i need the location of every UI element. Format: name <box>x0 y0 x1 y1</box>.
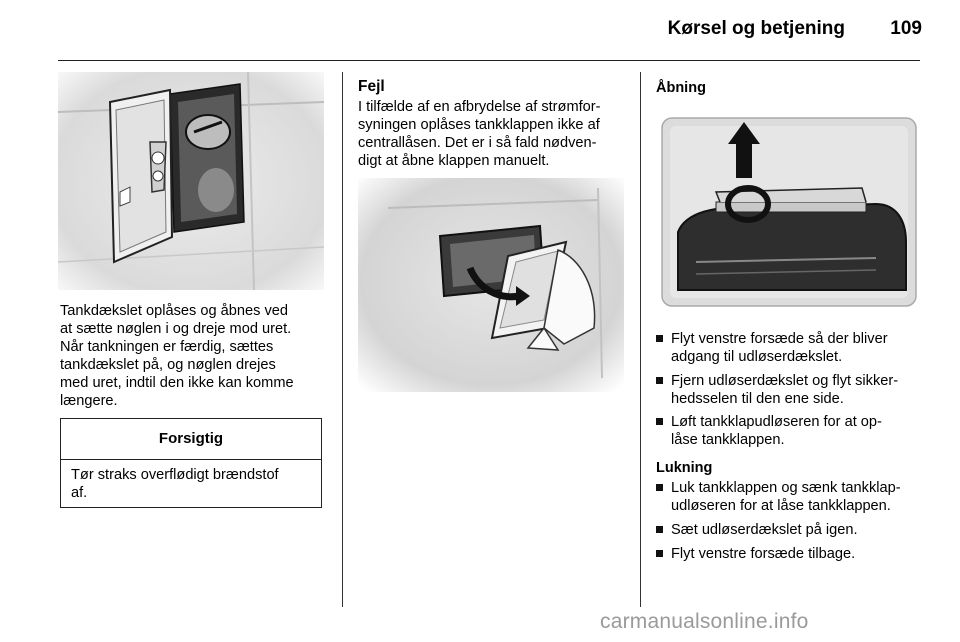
subheading-opening: Åbning <box>656 80 706 96</box>
paragraph-line: tankdækslet på, og nøglen drejes <box>60 357 276 373</box>
paragraph-line: syningen oplåses tankklappen ikke af <box>358 117 600 133</box>
list-item <box>656 545 926 565</box>
release-lever-illustration <box>656 112 922 312</box>
bullet-marker <box>656 377 663 384</box>
paragraph-line: Tankdækslet oplåses og åbnes ved <box>60 303 288 319</box>
list-item-line: adgang til udløserdækslet. <box>671 349 843 365</box>
running-header-title: Kørsel og betjening <box>667 18 845 39</box>
list-item-line: udløseren for at låse tankklappen. <box>671 498 891 514</box>
bullet-marker <box>656 484 663 491</box>
column-divider-right <box>640 72 641 607</box>
subheading-closing: Lukning <box>656 460 713 476</box>
manual-flap-opening-illustration <box>358 178 624 392</box>
list-item-line: Flyt venstre forsæde tilbage. <box>671 546 856 562</box>
section-title-fault: Fejl <box>358 78 385 95</box>
caution-text <box>71 466 313 502</box>
bullet-marker <box>656 418 663 425</box>
bullet-marker <box>656 526 663 533</box>
bullet-marker <box>656 550 663 557</box>
paragraph-line: at sætte nøglen i og dreje mod uret. <box>60 321 292 337</box>
bullet-marker <box>656 335 663 342</box>
list-item-line: låse tankklappen. <box>671 432 785 448</box>
caution-line: Tør straks overflødigt brændstof <box>71 467 279 483</box>
list-item-line: hedsselen til den ene side. <box>671 391 844 407</box>
fuel-door-illustration <box>58 72 324 290</box>
column-divider-left <box>342 72 343 607</box>
paragraph-line: digt at åbne klappen manuelt. <box>358 153 550 169</box>
list-item-line: Sæt udløserdækslet på igen. <box>671 522 858 538</box>
list-item <box>656 413 926 453</box>
list-item <box>656 330 926 370</box>
caution-line: af. <box>71 485 88 501</box>
list-item-line: Fjern udløserdækslet og flyt sikker- <box>671 373 899 389</box>
list-item <box>656 479 926 519</box>
paragraph-line: længere. <box>60 393 118 409</box>
list-item <box>656 521 926 541</box>
paragraph-line: centrallåsen. Det er i så fald nødven- <box>358 135 597 151</box>
paragraph-line: I tilfælde af en afbrydelse af strømfor- <box>358 99 601 115</box>
list-item-line: Luk tankklappen og sænk tankklap- <box>671 480 901 496</box>
paragraph-line: med uret, indtil den ikke kan komme <box>60 375 294 391</box>
list-item-line: Flyt venstre forsæde så der bliver <box>671 331 888 347</box>
list-item <box>656 372 926 412</box>
fault-paragraph <box>358 98 633 170</box>
watermark: carmanualsonline.info <box>600 610 809 633</box>
opening-instructions <box>60 302 330 410</box>
caution-box <box>60 418 322 508</box>
page-number: 109 <box>890 18 922 39</box>
caution-title: Forsigtig <box>61 419 321 460</box>
paragraph-line: Når tankningen er færdig, sættes <box>60 339 274 355</box>
list-item-line: Løft tankklapudløseren for at op- <box>671 414 882 430</box>
header-rule <box>58 60 920 61</box>
